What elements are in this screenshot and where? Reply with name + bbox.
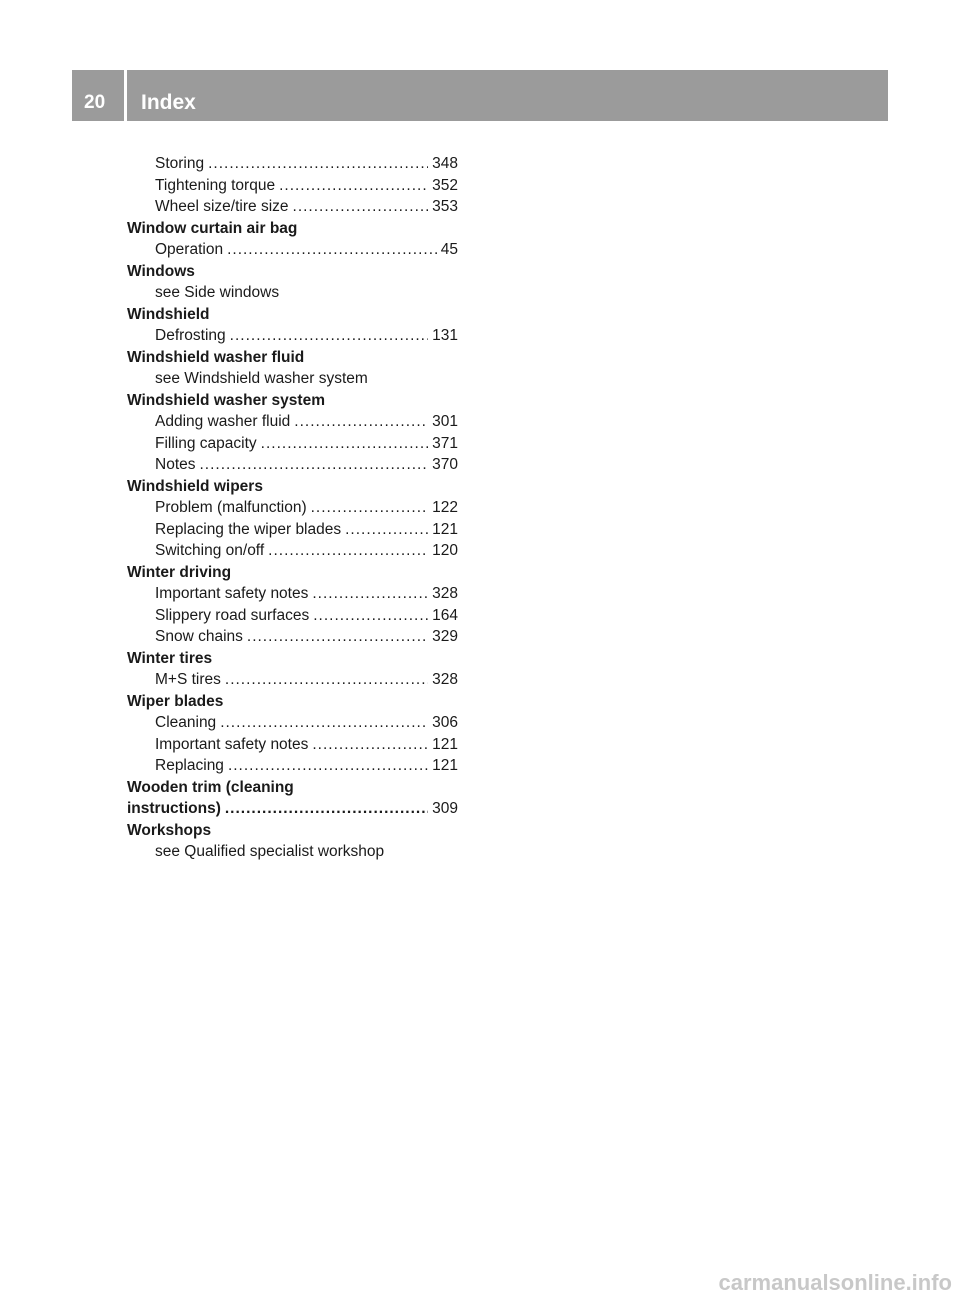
index-heading xyxy=(127,476,458,498)
dot-leader xyxy=(200,454,429,476)
entry-label: Winter tires xyxy=(127,649,213,667)
page-ref: 120 xyxy=(432,542,458,559)
dot-leader xyxy=(312,583,428,605)
index-subentry xyxy=(127,605,458,627)
index-subentry xyxy=(127,196,458,218)
page-ref: 121 xyxy=(432,520,458,538)
entry-label: see Qualified specialist workshop xyxy=(155,843,385,860)
index-subentry xyxy=(127,497,458,519)
index-heading xyxy=(127,820,458,842)
dot-leader xyxy=(227,239,437,261)
entry-label: Winter driving xyxy=(127,563,232,581)
page-ref: 370 xyxy=(432,456,458,473)
page-ref: 131 xyxy=(432,327,458,344)
entry-label: Slippery road surfaces xyxy=(155,606,310,624)
index-subentry xyxy=(127,153,458,175)
page-ref: 45 xyxy=(440,241,458,258)
index-subentry xyxy=(127,368,458,390)
index-heading xyxy=(127,798,458,820)
header-divider xyxy=(124,70,127,121)
entry-label: Problem (malfunction) xyxy=(155,499,307,516)
page-ref: 329 xyxy=(432,628,458,645)
entry-label: see Side windows xyxy=(155,284,280,301)
index-subentry xyxy=(127,175,458,197)
dot-leader xyxy=(294,411,428,433)
entry-label: Windshield xyxy=(127,305,210,323)
entry-label: Workshops xyxy=(127,821,212,839)
page-ref: 121 xyxy=(432,735,458,753)
index-list xyxy=(127,153,458,863)
dot-leader xyxy=(220,712,428,734)
page-ref: 164 xyxy=(432,606,458,624)
index-heading xyxy=(127,218,458,240)
dot-leader xyxy=(261,433,428,455)
entry-label: Windshield washer fluid xyxy=(127,348,305,366)
index-subentry xyxy=(127,282,458,304)
page-ref: 306 xyxy=(432,714,458,731)
dot-leader xyxy=(247,626,428,648)
dot-leader xyxy=(228,755,428,777)
entry-label: Tightening torque xyxy=(155,176,276,194)
entry-label: Notes xyxy=(155,456,196,473)
dot-leader xyxy=(230,325,428,347)
index-subentry xyxy=(127,519,458,541)
index-subentry xyxy=(127,411,458,433)
entry-label: Windshield wipers xyxy=(127,477,263,495)
entry-label: Wiper blades xyxy=(127,692,224,710)
page-ref: 122 xyxy=(432,499,458,516)
dot-leader xyxy=(208,153,428,175)
index-heading xyxy=(127,777,458,799)
entry-label: see Windshield washer system xyxy=(155,370,368,387)
page-ref: 121 xyxy=(432,757,458,774)
entry-label: Wooden trim (cleaning xyxy=(127,778,294,796)
entry-label: Important safety notes xyxy=(155,585,309,602)
index-subentry xyxy=(127,433,458,455)
dot-leader xyxy=(312,734,428,756)
page-ref: 309 xyxy=(432,800,458,817)
index-subentry xyxy=(127,669,458,691)
entry-label: Switching on/off xyxy=(155,542,265,559)
entry-label: Storing xyxy=(155,155,205,172)
page-header xyxy=(72,70,888,121)
entry-label: Window curtain air bag xyxy=(127,219,298,237)
index-subentry xyxy=(127,583,458,605)
index-subentry xyxy=(127,755,458,777)
page-ref: 353 xyxy=(432,198,458,215)
index-heading xyxy=(127,648,458,670)
page-ref: 371 xyxy=(432,434,458,452)
entry-label: Wheel size/tire size xyxy=(155,198,289,215)
section-title: Index xyxy=(141,91,196,114)
entry-label: Cleaning xyxy=(155,714,217,731)
entry-label: Windshield washer system xyxy=(127,391,325,409)
page-ref: 352 xyxy=(432,176,458,194)
index-subentry xyxy=(127,239,458,261)
index-subentry xyxy=(127,841,458,863)
entry-label: Replacing the wiper blades xyxy=(155,520,342,538)
dot-leader xyxy=(311,497,429,519)
index-subentry xyxy=(127,325,458,347)
index-subentry xyxy=(127,734,458,756)
page-ref: 328 xyxy=(432,671,458,688)
index-heading xyxy=(127,390,458,412)
page-ref: 348 xyxy=(432,155,458,172)
index-heading xyxy=(127,562,458,584)
dot-leader xyxy=(279,175,428,197)
dot-leader xyxy=(225,798,428,820)
page-ref: 301 xyxy=(432,413,458,430)
dot-leader xyxy=(225,669,428,691)
dot-leader xyxy=(293,196,429,218)
entry-label: Filling capacity xyxy=(155,434,257,452)
index-subentry xyxy=(127,712,458,734)
entry-label: Snow chains xyxy=(155,628,243,645)
page-number: 20 xyxy=(84,92,106,113)
entry-label: Defrosting xyxy=(155,327,226,344)
dot-leader xyxy=(268,540,428,562)
index-subentry xyxy=(127,454,458,476)
dot-leader xyxy=(313,605,428,627)
index-subentry xyxy=(127,626,458,648)
entry-label: Adding washer fluid xyxy=(155,413,291,430)
index-heading xyxy=(127,691,458,713)
dot-leader xyxy=(345,519,428,541)
entry-label: Operation xyxy=(155,241,224,258)
index-heading xyxy=(127,347,458,369)
index-heading xyxy=(127,304,458,326)
entry-label: M+S tires xyxy=(155,671,221,688)
watermark: carmanualsonline.info xyxy=(718,1270,952,1295)
entry-label: instructions) xyxy=(127,800,221,817)
entry-label: Replacing xyxy=(155,757,224,774)
entry-label: Important safety notes xyxy=(155,735,309,753)
index-heading xyxy=(127,261,458,283)
index-subentry xyxy=(127,540,458,562)
page-ref: 328 xyxy=(432,585,458,602)
entry-label: Windows xyxy=(127,262,195,280)
